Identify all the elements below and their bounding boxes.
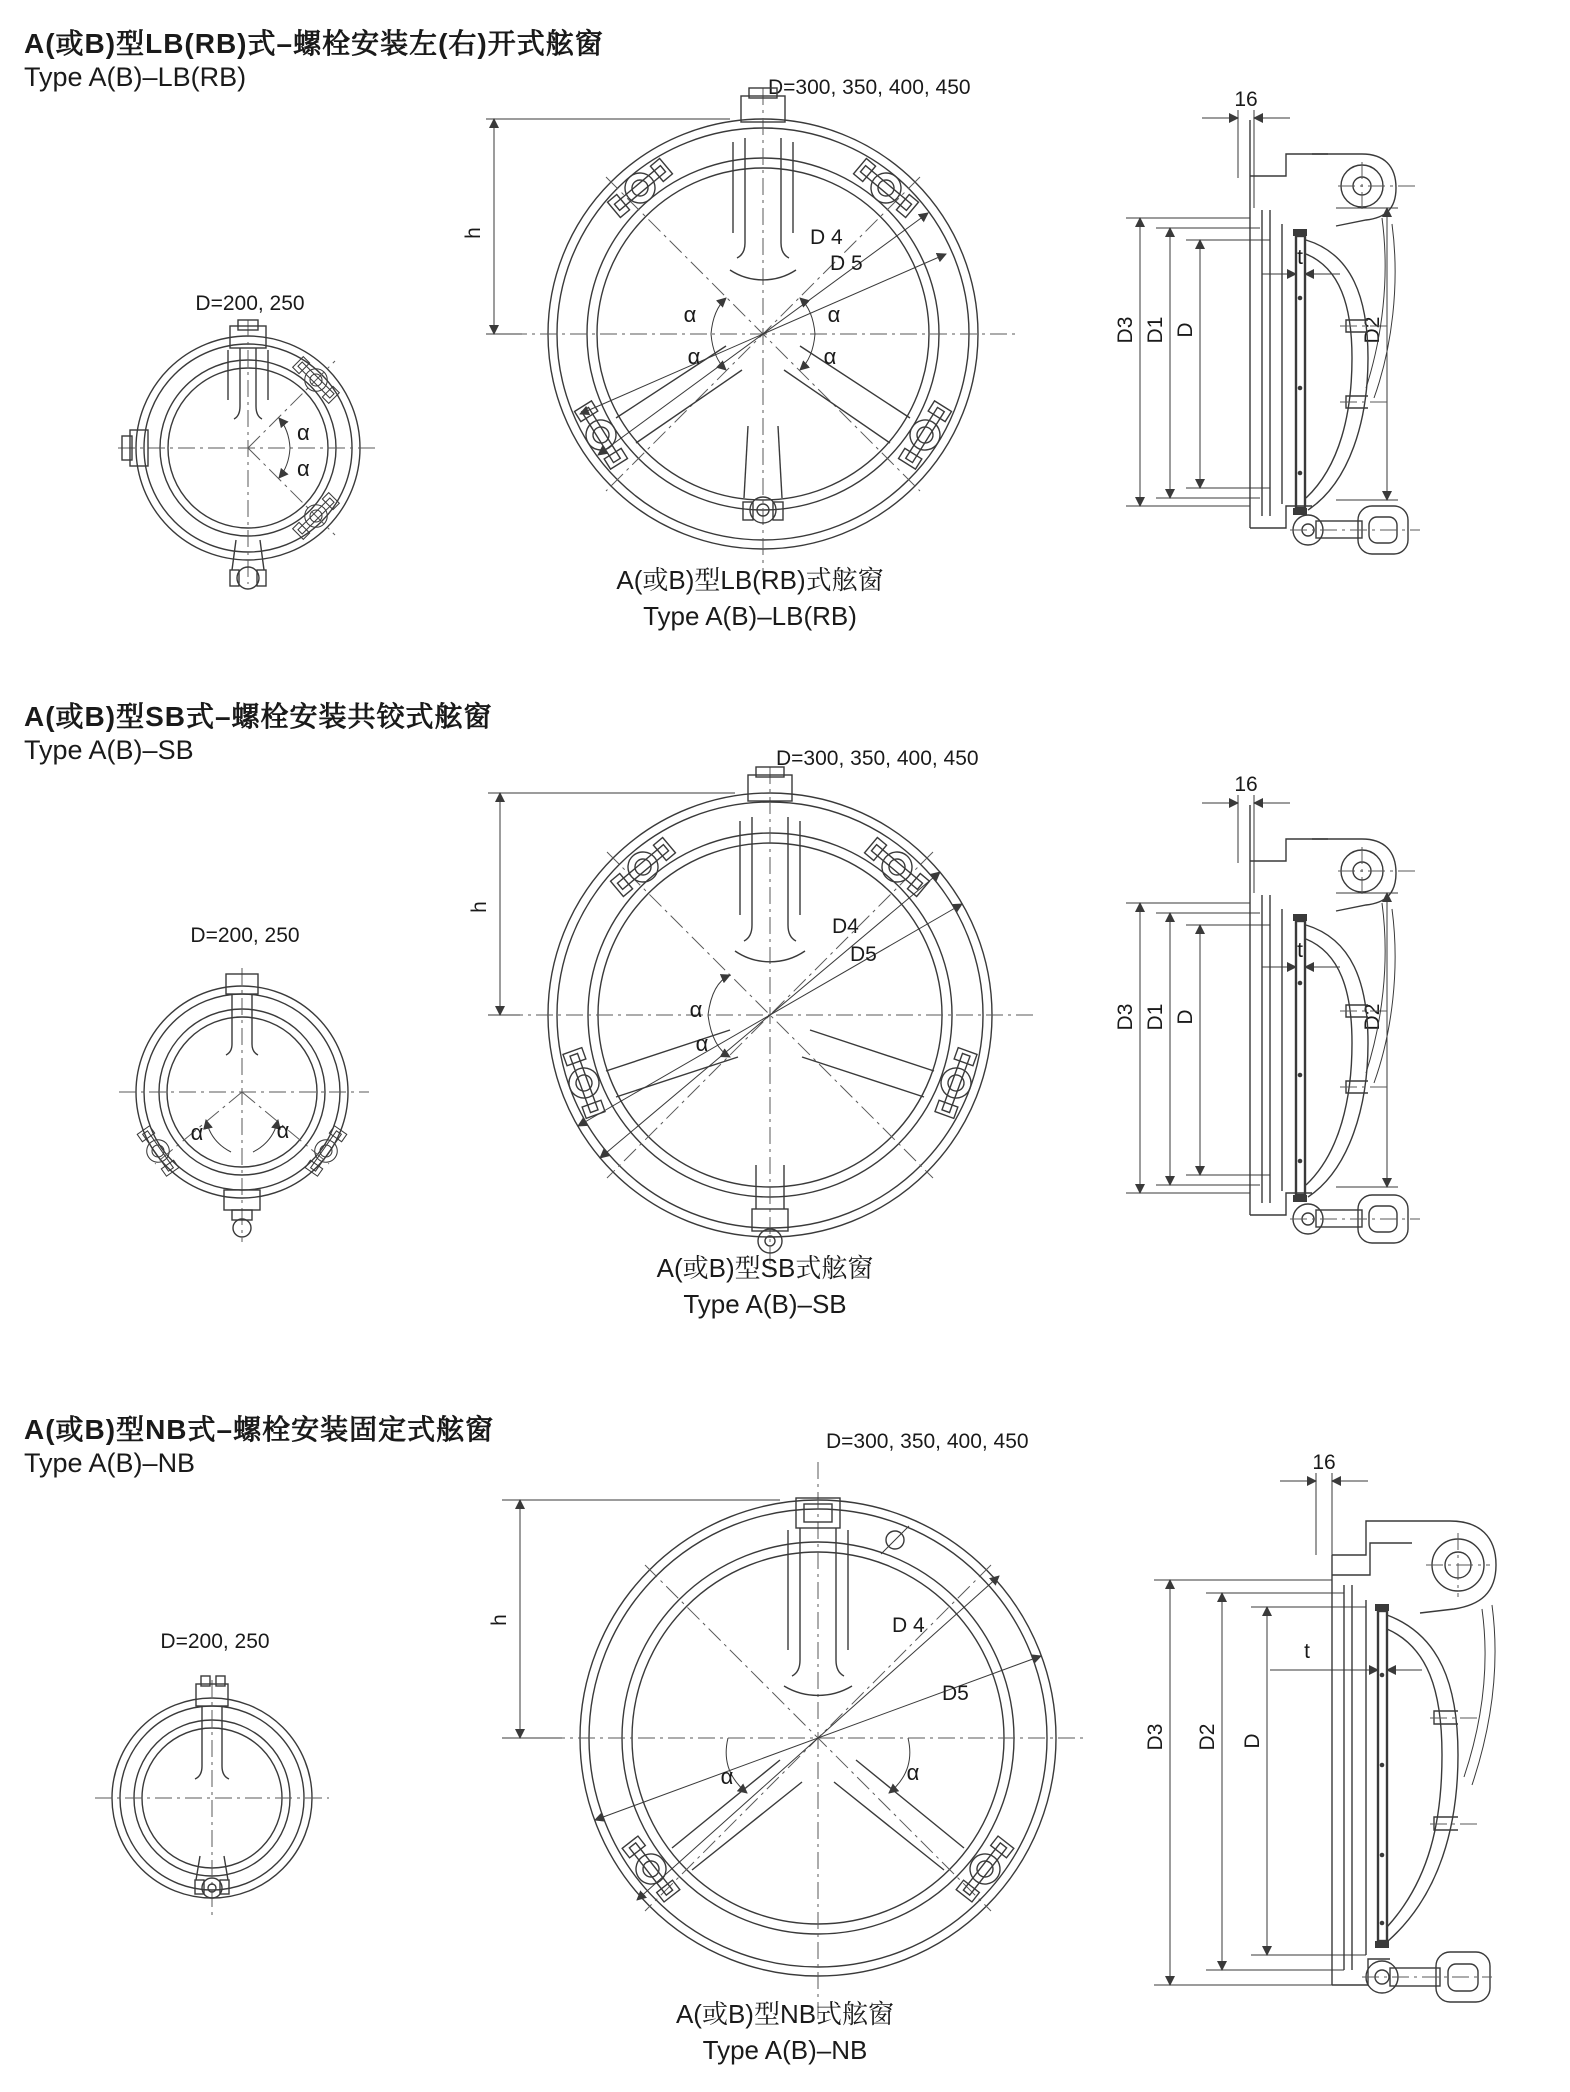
alpha-label: α <box>687 344 701 369</box>
section3-small-front-view <box>65 1618 375 1988</box>
section2-title-en: Type A(B)–SB <box>24 735 194 765</box>
top-hinge-lug <box>1412 1521 1496 1785</box>
section2-title-zh: A(或B)型SB式–螺栓安装共铰式舷窗 <box>24 701 493 732</box>
glass-pane <box>1375 1604 1389 1948</box>
section2-side-section-view <box>1100 745 1430 1270</box>
width-16-dimension <box>1202 773 1290 893</box>
small-swing-bolt-left <box>134 1124 182 1179</box>
h-dimension <box>488 1500 780 1738</box>
alpha-label: α <box>827 302 841 327</box>
d4-label: D 4 <box>810 226 843 249</box>
section3-title-zh: A(或B)型NB式–螺栓安装固定式舷窗 <box>24 1414 495 1445</box>
width-16-label: 16 <box>1234 88 1258 111</box>
d1-label: D1 <box>1144 1003 1167 1031</box>
top-hinge-lug <box>1312 839 1420 1083</box>
frame-section <box>1332 1521 1412 1985</box>
section2-large-diameter-label: D=300, 350, 400, 450 <box>776 747 979 770</box>
d3-label: D3 <box>1114 316 1137 344</box>
section2-caption-en: Type A(B)–SB <box>683 1289 847 1319</box>
glass-pane <box>1293 229 1307 515</box>
section1-small-diameter-label: D=200, 250 <box>195 292 305 315</box>
t-label: t <box>1304 1640 1310 1663</box>
left-diameter-dimensions <box>1114 218 1270 506</box>
section3-side-section-view <box>1120 1425 1495 2025</box>
d3-label: D3 <box>1114 1003 1137 1031</box>
d3-label: D3 <box>1144 1723 1167 1751</box>
width-16-label: 16 <box>1312 1451 1336 1474</box>
dished-cover <box>1306 925 1390 1197</box>
d2-label: D2 <box>1361 316 1384 344</box>
large-center-lines <box>548 1462 1088 2020</box>
section1-title-zh: A(或B)型LB(RB)式–螺栓安装左(右)开式舷窗 <box>24 28 604 59</box>
section3-large-front-view <box>440 1420 1170 2030</box>
alpha-label: α <box>823 344 837 369</box>
d-label: D <box>1241 1733 1264 1749</box>
swing-bolt-lower-left <box>558 1046 609 1120</box>
t-label: t <box>1297 939 1303 962</box>
glass-thickness-dimension <box>1270 1640 1422 1670</box>
right-diameter-dimension <box>1336 893 1398 1187</box>
d1-label: D1 <box>1144 316 1167 344</box>
h-label: h <box>468 901 491 913</box>
section3-small-diameter-label: D=200, 250 <box>160 1630 270 1653</box>
t-label: t <box>1297 246 1303 269</box>
section1-caption-zh: A(或B)型LB(RB)式舷窗 <box>616 565 884 595</box>
d4-label: D 4 <box>892 1614 925 1637</box>
alpha-dimensions <box>690 975 730 1057</box>
d-label: D <box>1174 322 1197 338</box>
d5-label: D5 <box>942 1682 969 1705</box>
section2-small-front-view <box>85 912 415 1282</box>
dished-cover <box>1387 1615 1482 1941</box>
alpha-label: α <box>906 1760 920 1785</box>
alpha-label: α <box>695 1031 709 1056</box>
section2-caption-zh: A(或B)型SB式舷窗 <box>656 1253 874 1283</box>
section2-caption <box>540 1250 990 1322</box>
h-label: h <box>462 227 485 239</box>
d4-label: D4 <box>832 915 859 938</box>
alpha-label: α <box>297 420 310 445</box>
alpha-label: α <box>297 456 310 481</box>
section2-large-front-view <box>430 735 1120 1275</box>
glass-thickness-dimension <box>1262 939 1340 967</box>
d5-label: D5 <box>850 943 877 966</box>
d2-label: D2 <box>1196 1723 1219 1751</box>
section1-title-en: Type A(B)–LB(RB) <box>24 62 247 92</box>
section3-caption <box>560 1996 1010 2068</box>
small-alpha-dimension <box>279 418 310 481</box>
dished-cover <box>1306 240 1390 510</box>
section3-large-diameter-label: D=300, 350, 400, 450 <box>826 1430 1029 1453</box>
d-label: D <box>1174 1009 1197 1025</box>
section1-large-front-view <box>430 58 1110 583</box>
swing-bolt-lower-right <box>930 1046 981 1120</box>
width-16-label: 16 <box>1234 773 1258 796</box>
section2-small-diameter-label: D=200, 250 <box>190 924 300 947</box>
section3-caption-en: Type A(B)–NB <box>702 2035 868 2065</box>
alpha-label: α <box>276 1118 290 1143</box>
bottom-swivel-bolt <box>1290 1195 1420 1243</box>
d2-label: D2 <box>1361 1003 1384 1031</box>
d5-label: D 5 <box>830 252 863 275</box>
bottom-swivel-bolt <box>1290 506 1420 554</box>
alpha-label: α <box>190 1120 204 1145</box>
top-hinge-lug <box>1312 154 1420 398</box>
section3-title-en: Type A(B)–NB <box>24 1448 196 1478</box>
large-center-lines <box>506 767 1034 1270</box>
small-swing-bolt-right <box>302 1124 350 1179</box>
left-diameter-dimensions <box>1114 903 1270 1193</box>
section1-small-front-view <box>90 278 410 618</box>
section3-caption-zh: A(或B)型NB式舷窗 <box>675 1999 895 2029</box>
alpha-label: α <box>720 1764 734 1789</box>
small-alpha-dimensions <box>191 1118 290 1152</box>
section1-side-section-view <box>1100 58 1430 583</box>
frame-section <box>1250 805 1328 1215</box>
bolt-hole-mark <box>881 1526 909 1554</box>
h-label: h <box>488 1614 511 1626</box>
section1-large-diameter-label: D=300, 350, 400, 450 <box>768 76 971 99</box>
frame-section <box>1250 120 1328 528</box>
section1-caption-en: Type A(B)–LB(RB) <box>643 601 857 631</box>
alpha-label: α <box>683 302 697 327</box>
right-diameter-dimension <box>1336 208 1398 500</box>
alpha-label: α <box>689 997 703 1022</box>
width-16-dimension <box>1202 88 1290 208</box>
section1-caption <box>525 562 975 634</box>
width-16-dimension <box>1280 1451 1368 1595</box>
